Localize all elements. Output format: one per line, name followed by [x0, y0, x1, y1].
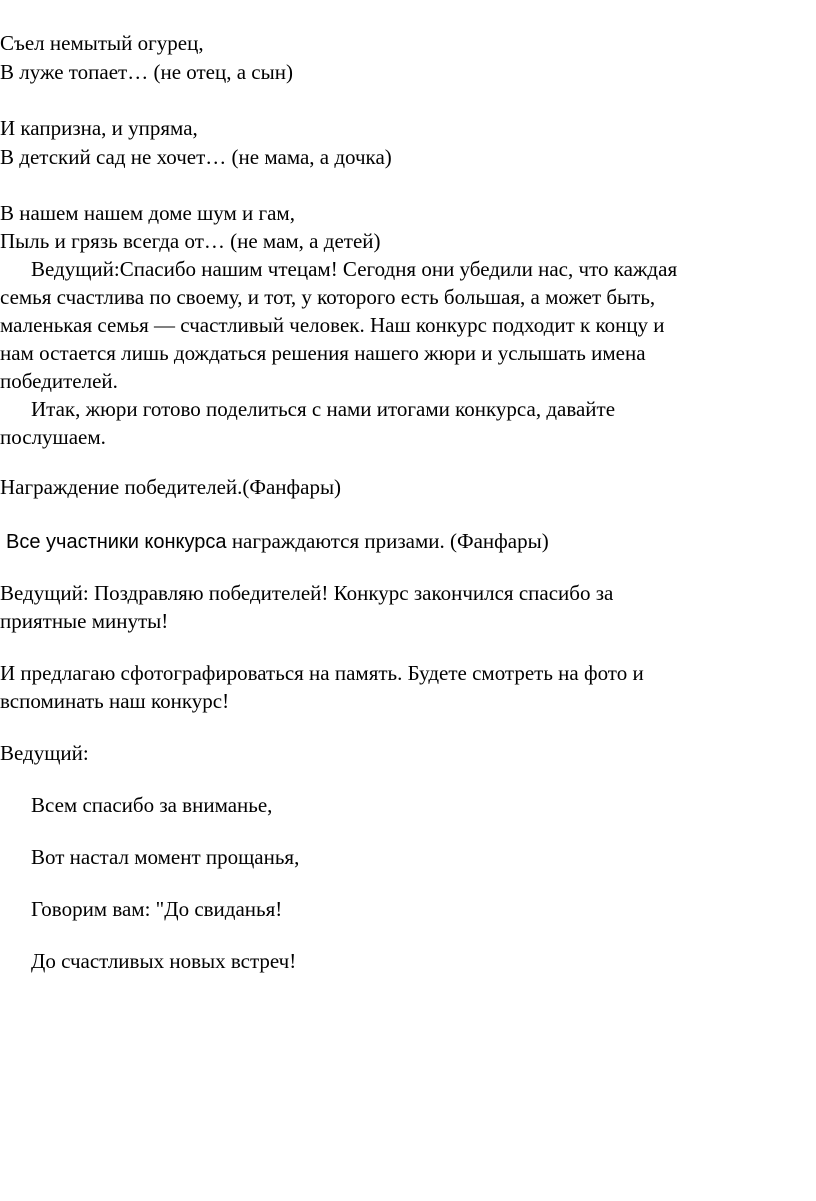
poem-2-line-1: И капризна, и упряма,	[0, 116, 198, 140]
farewell-line-1: Всем спасибо за вниманье,	[31, 793, 273, 817]
host-speech-2-line-1: Итак, жюри готово поделиться с нами итогами конкурса, давайте	[31, 397, 616, 421]
photo-line-1: И предлагаю сфотографироваться на память. Будете смотреть на фото и	[0, 661, 644, 685]
farewell-line-3: Говорим вам: "До свиданья!	[31, 897, 283, 921]
host-speech-1-line-4: нам остается лишь дождаться решения нашего жюри и услышать имена	[0, 341, 646, 365]
farewell-line-2: Вот настал момент прощанья,	[31, 845, 300, 869]
congrats-line-2: приятные минуты!	[0, 609, 169, 633]
awarding-line: Награждение победителей.(Фанфары)	[0, 475, 342, 499]
host-speech-2-line-2: послушаем.	[0, 425, 106, 449]
farewell-line-4: До счастливых новых встреч!	[31, 949, 297, 973]
prizes-part-1: Все участники конкурса	[6, 531, 227, 553]
poem-1-line-1: Съел немытый огурец,	[0, 31, 204, 55]
poem-2-line-2: В детский сад не хочет… (не мама, а дочка)	[0, 145, 392, 169]
photo-line-2: вспоминать наш конкурс!	[0, 689, 230, 713]
poem-3-line-1: В нашем нашем доме шум и гам,	[0, 201, 295, 225]
host-label: Ведущий:	[0, 741, 89, 765]
prizes-part-2: награждаются призами. (Фанфары)	[226, 529, 549, 553]
host-speech-1-line-1: Ведущий:Спасибо нашим чтецам! Сегодня они убедили нас, что каждая	[31, 257, 678, 281]
host-speech-1-line-5: победителей.	[0, 369, 118, 393]
host-speech-1-line-3: маленькая семья — счастливый человек. Наш конкурс подходит к концу и	[0, 313, 665, 337]
congrats-line-1: Ведущий: Поздравляю победителей! Конкурс закончился спасибо за	[0, 581, 614, 605]
poem-3-line-2: Пыль и грязь всегда от… (не мам, а детей)	[0, 229, 381, 253]
poem-1-line-2: В луже топает… (не отец, а сын)	[0, 60, 293, 84]
host-speech-1-line-2: семья счастлива по своему, и тот, у которого есть большая, а может быть,	[0, 285, 656, 309]
prizes-line	[6, 527, 549, 556]
